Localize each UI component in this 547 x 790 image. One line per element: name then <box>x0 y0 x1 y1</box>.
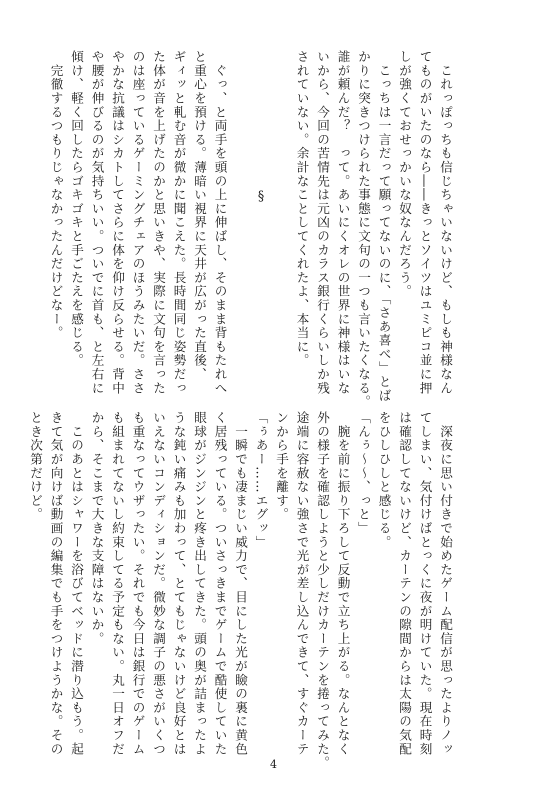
text-line: てしまい、気付けばとっくに夜が明けていた。現在時刻 <box>417 411 433 756</box>
text-line: ぐっ、と両手を頭の上に伸ばし、そのまま背もたれへ <box>212 50 228 395</box>
text-block-bottom <box>28 411 455 770</box>
text-line: ンから手を離す。 <box>274 411 289 522</box>
text-line <box>271 50 292 370</box>
text-line: と重心を預ける。薄暗い視界に天井が広がった直後、 <box>192 50 207 382</box>
text-line: 一瞬でも凄まじい威力で、目にした光が瞼の裏に黄色 <box>233 411 248 756</box>
text-line: いえないコンディションだ。微妙な調子の悪さがいくつ <box>151 411 166 756</box>
text-line: のは座っているゲーミングチェアのほうみたいだ。ささ <box>130 50 146 395</box>
text-line: うな鈍い痛みも加わって、とてもじゃないけど良好とは <box>171 411 187 756</box>
text-line: ギィッと軋む音が微かに聞こえた。長時間同じ姿勢だっ <box>171 50 187 395</box>
text-line: かりに突きつけられた事態に文句の一つも言いたくなる。 <box>356 50 371 409</box>
page-number: 4 <box>270 758 277 771</box>
text-line: いから、今回の苦情先は元凶のカラス銀行くらいしか残 <box>315 50 330 395</box>
text-line: やかな抗議はシカトしてさらに体を仰け反らせる。背中 <box>110 50 125 395</box>
text-line: 途端に容赦ない強さで光が差し込んできて、すぐカーテ <box>294 411 310 756</box>
text-line: も組まれてないし約束してる予定もない。丸一日オフだ <box>110 411 125 756</box>
text-line <box>230 50 251 370</box>
text-line: た体が音を上げたのかと思いきや、実際に文句を言った <box>151 50 166 395</box>
text-line: てものがいたのなら――きっとソイツはユミピコ並に押 <box>417 50 433 395</box>
text-line: 「んぅ～～、っと」 <box>356 411 371 536</box>
text-line: く居残っている。ついさっきまでゲームで酷使していた <box>212 411 228 756</box>
text-line: しが強くておせっかいな奴なんだろう。 <box>397 50 412 299</box>
text-line: 眼球がジンジンと疼き出してきた。頭の奥が詰まったよ <box>192 411 207 756</box>
text-line: § <box>253 50 269 205</box>
text-line: から、そこまで大きな支障はないか。 <box>89 411 105 646</box>
text-block-top <box>48 50 455 409</box>
text-line: も重なってウザったい。それでも今日は銀行でのゲーム <box>130 411 146 756</box>
text-line: 深夜に思い付きで始めたゲーム配信が思ったよりノッ <box>438 411 453 756</box>
text-line: このあとはシャワーを浴びてベッドに潜り込もう。起 <box>69 411 84 756</box>
text-line: 「ぅあー……エグッ」 <box>253 411 269 549</box>
text-line: とき次第だけど。 <box>28 411 43 522</box>
text-line: こっちは一言だって願ってないのに、「さあ喜べ」とば <box>376 50 392 403</box>
text-line: 誰が頼んだ？ って。あいにくオレの世界に神様はいな <box>335 50 351 395</box>
text-line: 外の様子を確認しようと少しだけカーテンを捲ってみた。 <box>315 411 330 770</box>
text-line: されていない。余計なことしてくれたよ、本当に。 <box>294 50 310 368</box>
text-line: 完徹するつもりじゃなかったんだけどなー。 <box>48 50 64 340</box>
text-line: これっぽっちも信じちゃいないけど、もしも神様なん <box>438 50 453 395</box>
text-line: 腕を前に振り下ろして反動で立ち上がる。なんとなく <box>335 411 351 756</box>
text-line: きて気が向けば動画の編集でも手をつけようかな。その <box>48 411 64 756</box>
text-line: は確認してないけど、カーテンの隙間からは太陽の気配 <box>397 411 412 756</box>
text-line: や腰が伸びるのが気持ちいい。ついでに首も、と左右に <box>89 50 105 395</box>
text-line: をひしひしと感じる。 <box>376 411 392 549</box>
text-line: 傾け、軽く回したらゴキゴキと手ごたえを感じる。 <box>69 50 84 368</box>
